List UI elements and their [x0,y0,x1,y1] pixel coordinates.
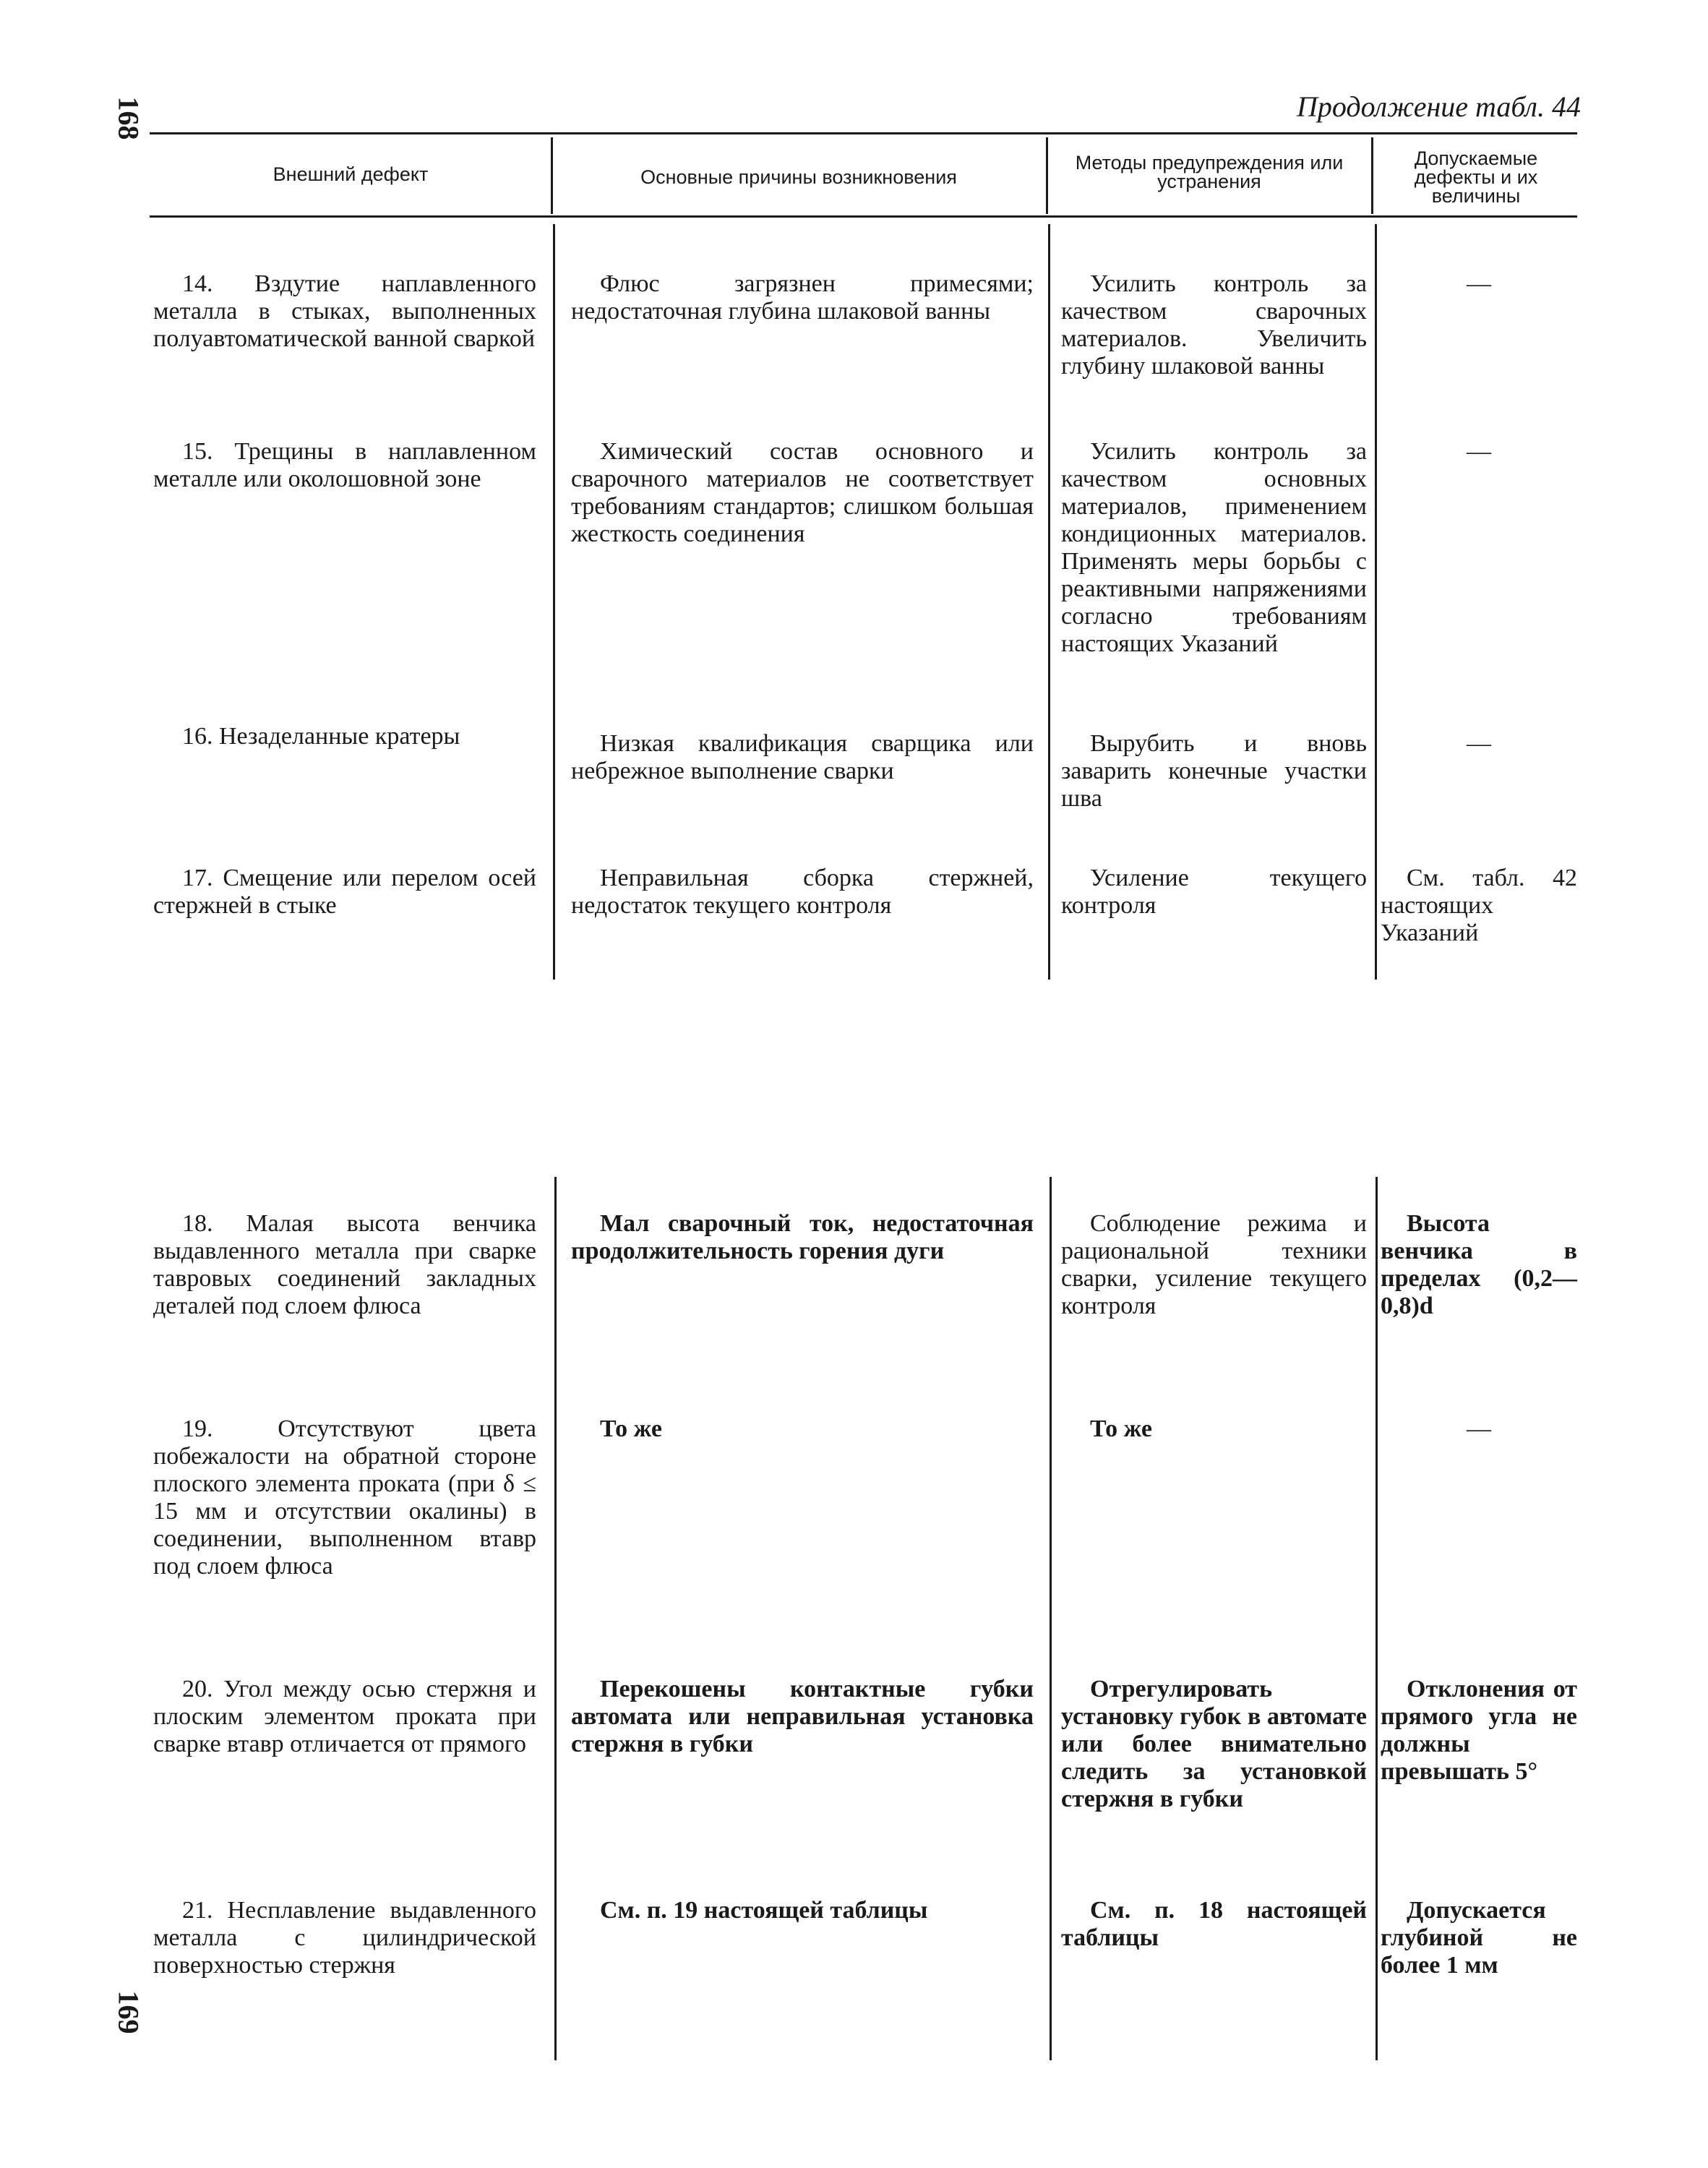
header-top-rule [150,132,1577,134]
row-16-methods: Вырубить и вновь заварить конечные участки шва [1061,730,1367,812]
header-defect: Внешний дефект [272,163,429,185]
row-14-defect: 14. Вздутие наплавленного металла в стыках, выполненных полуавтоматической ванной сваркой [153,270,536,352]
column-divider-2-lower [1050,1177,1052,2060]
row-21-defect: 21. Несплавление выдавленного металла с цилиндрической поверхностью стержня [153,1897,536,1979]
row-20-methods: Отрегулировать установку губок в автомате или более внимательно следить за установкой стержня в губки [1061,1676,1367,1812]
row-18-allowed: Высота венчика в пределах (0,2—0,8)d [1381,1210,1577,1319]
row-16-allowed: — [1467,730,1491,757]
column-divider-3-lower [1376,1177,1378,2060]
row-16-causes: Низкая квалификация сварщика или небрежное выполнение сварки [571,730,1034,784]
row-14-causes: Флюс загрязнен примесями; недостаточная глубина шлаковой ванны [571,270,1034,325]
row-19-causes: То же [600,1415,662,1442]
row-15-allowed: — [1467,438,1491,465]
row-19-defect: 19. Отсутствуют цвета побежалости на обратной стороне плоского элемента проката (при δ ≤ 15 мм и отсутствии окалины) в соединении, выполненном втавр под слоем флюса [153,1415,536,1580]
row-14-methods: Усилить контроль за качеством сварочных материалов. Увеличить глубину шлаковой ванны [1061,270,1367,380]
row-20-causes: Перекошены контактные губки автомата или неправильная установка стержня в губки [571,1676,1034,1757]
header-allowed: Допускаемые дефекты и их величины [1414,147,1538,207]
row-17-defect: 17. Смещение или перелом осей стержней в стыке [153,865,536,919]
header-methods: Методы предупреждения или устранения [1075,152,1344,192]
row-16-defect: 16. Незаделанные кратеры [182,723,460,750]
row-15-defect: 15. Трещины в наплавленном металле или околошовной зоне [153,438,536,492]
header-divider-1 [551,137,553,214]
row-20-allowed: Отклонения от прямого угла не должны превышать 5° [1381,1676,1577,1785]
page-number-bottom: 169 [112,1990,145,2034]
row-21-causes: См. п. 19 настоящей таблицы [600,1897,928,1924]
row-15-methods: Усилить контроль за качеством основных материалов, применением кондиционных материалов. Применять меры борьбы с реактивными напряжениями согласно требованиям настоящих Указаний [1061,438,1367,657]
row-17-methods: Усиление текущего контроля [1061,865,1367,919]
row-18-causes: Мал сварочный ток, недостаточная продолжительность горения дуги [571,1210,1034,1264]
column-divider-1-upper [553,224,555,980]
row-21-allowed: Допускается глубиной не более 1 мм [1381,1897,1577,1979]
header-divider-2 [1046,137,1048,214]
row-14-allowed: — [1467,270,1491,297]
row-19-allowed: — [1467,1415,1491,1442]
row-18-methods: Соблюдение режима и рациональной техники сварки, усиление текущего контроля [1061,1210,1367,1319]
table-caption: Продолжение табл. 44 [1296,90,1581,123]
column-divider-3-upper [1375,224,1377,980]
row-21-methods: См. п. 18 настоящей таблицы [1061,1897,1367,1951]
row-19-methods: То же [1090,1415,1152,1442]
row-15-causes: Химический состав основного и сварочного материалов не соответствует требованиям стандартов; слишком большая жесткость соединения [571,438,1034,547]
header-divider-3 [1371,137,1373,214]
column-divider-2-upper [1048,224,1050,980]
header-bottom-rule [150,215,1577,218]
header-causes: Основные причины возникновения [640,166,957,188]
row-17-causes: Неправильная сборка стержней, недостаток текущего контроля [571,865,1034,919]
row-17-allowed: См. табл. 42 настоящих Указаний [1381,865,1577,946]
page-number-top: 168 [112,96,145,140]
row-18-defect: 18. Малая высота венчика выдавленного металла при сварке тавровых соединений закладных деталей под слоем флюса [153,1210,536,1319]
column-divider-1-lower [554,1177,557,2060]
row-20-defect: 20. Угол между осью стержня и плоским элементом проката при сварке втавр отличается от прямого [153,1676,536,1757]
